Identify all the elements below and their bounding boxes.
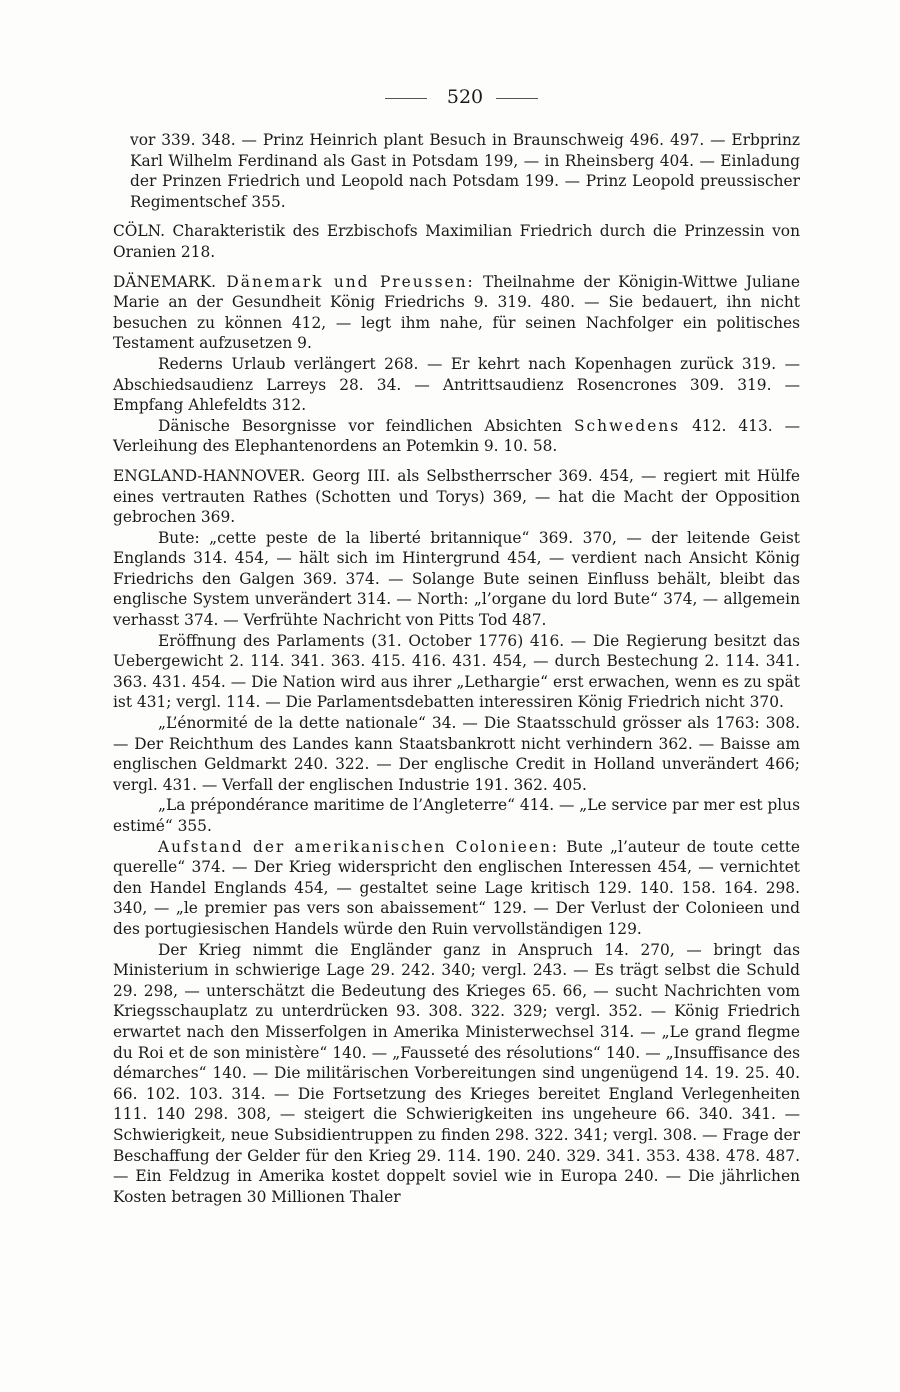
spaced-term: Schwedens (574, 416, 681, 435)
paragraph (113, 416, 800, 457)
paragraph-text: Theilnahme der Königin-Wittwe Juliane Marie an der Gesundheit König Friedrichs 9. 319. 480. — Sie bedauert, ihn nicht besuchen zu können 412, — legt ihm nahe, für seinen Nachfolger ein politisches Testament aufzusetzen 9. (113, 272, 800, 353)
paragraph-text: Georg III. als Selbstherrscher 369. 454, — regiert mit Hülfe eines vertrauten Rathes (Schotten und Torys) 369, — hat die Macht der Opposition gebrochen 369. (113, 466, 800, 527)
paragraph-text: Bute: „cette peste de la liberté britannique“ 369. 370, — der leitende Geist Englands 314. 454, — hält sich im Hintergrund 454, — verdient nach Ansicht König Friedrichs den Galgen 369. 374. — Solange Bute seinen Einfluss behält, bleibt das englische System unverändert 314. — North: „l’organe du lord Bute“ 374, — allgemein verhasst 374. — Verfrühte Nachricht von Pitts Tod 487. (113, 528, 800, 630)
entry-england-hannover (113, 466, 800, 528)
entry-heading: ENGLAND-HANNOVER. (113, 466, 306, 485)
paragraph-text: Eröffnung des Parlaments (31. October 1776) 416. — Die Regierung besitzt das Uebergewicht 2. 114. 341. 363. 415. 416. 431. 454, — durch Bestechung 2. 114. 341. 363. 431. 454. — Die Nation wird aus ihrer „Lethargie“ erst erwachen, wenn es zu spät ist 431; vergl. 114. — Die Parlamentsdebatten interessiren König Friedrich nicht 370. (113, 631, 800, 712)
paragraph (113, 795, 800, 836)
entry-heading: CÖLN. (113, 222, 165, 241)
entry-daenemark (113, 272, 800, 354)
paragraph (113, 713, 800, 795)
paragraph-text: Charakteristik des Erzbischofs Maximilian Friedrich durch die Prinzessin von Oranien 218. (113, 222, 800, 261)
paragraph (113, 631, 800, 713)
index-text (113, 130, 800, 1207)
entry-continuation (113, 130, 800, 212)
header-rule-right (496, 98, 538, 99)
paragraph-text: Rederns Urlaub verlängert 268. — Er kehrt nach Kopenhagen zurück 319. — Abschiedsaudienz Larreys 28. 34. — Antrittsaudienz Rosencrones 309. 319. — Empfang Ahlefeldts 312. (113, 354, 800, 415)
entry-coeln (113, 221, 800, 262)
paragraph-text: „La prépondérance maritime de l’Angleterre“ 414. — „Le service par mer est plus estimé“ 355. (113, 796, 800, 835)
paragraph-text: 412. 413. — Verleihung des Elephantenordens an Potemkin 9. 10. 58. (113, 416, 800, 456)
paragraph (113, 837, 800, 940)
subheading: Aufstand der amerikanischen Colonieen: (158, 837, 560, 856)
paragraph (113, 354, 800, 416)
paragraph-text: Bute „l’auteur de toute cette querelle“ 374. — Der Krieg widerspricht den englischen Interessen 454, — vernichtet den Handel Englands 454, — gestaltet seine Lage kritisch 129. 140. 158. 164. 298. 340, — „le premier pas vers son abaissement“ 129. — Der Verlust der Colonieen und des portugiesischen Handels würde den Ruin vervollständigen 129. (113, 837, 800, 938)
paragraph-text: Der Krieg nimmt die Engländer ganz in Anspruch 14. 270, — bringt das Ministerium in schwierige Lage 29. 242. 340; vergl. 243. — Es trägt selbst die Schuld 29. 298, — unterschätzt die Bedeutung des Krieges 65. 66, — sucht Nachrichten vom Kriegsschauplatz zu unterdrücken 93. 308. 322. 329; vergl. 352. — König Friedrich erwartet nach den Misserfolgen in Amerika Ministerwechsel 314. — „Le grand flegme du Roi et de son ministère“ 140. — „Fausseté des résolutions“ 140. — „Insuffisance des démarches“ 140. — Die militärischen Vorbereitungen sind ungenügend 14. 19. 25. 40. 66. 102. 103. 314. — Die Fortsetzung des Krieges bereitet England Verlegenheiten 111. 140 298. 308, — steigert die Schwierigkeiten ins ungeheure 66. 340. 341. — Schwierigkeit, neue Subsidientruppen zu finden 298. 322. 341; vergl. 308. — Frage der Beschaffung der Gelder für den Krieg 29. 114. 190. 240. 329. 341. 353. 438. 478. 487. — Ein Feldzug in Amerika kostet doppelt soviel wie in Europa 240. — Die jährlichen Kosten betragen 30 Millionen Thaler (113, 940, 800, 1206)
header-rule-left (385, 98, 427, 99)
page-header (0, 86, 900, 112)
subheading: Dänemark und Preussen: (216, 272, 475, 291)
page-number: 520 (446, 86, 484, 108)
paragraph-text: Dänische Besorgnisse vor feindlichen Absichten (158, 416, 575, 435)
paragraph (113, 528, 800, 631)
paragraph (113, 940, 800, 1208)
entry-heading: DÄNEMARK. (113, 272, 217, 291)
paragraph-text: vor 339. 348. — Prinz Heinrich plant Besuch in Braunschweig 496. 497. — Erbprinz Karl Wilhelm Ferdinand als Gast in Potsdam 199, — in Rheinsberg 404. — Einladung der Prinzen Friedrich und Leopold nach Potsdam 199. — Prinz Leopold preussischer Regimentschef 355. (130, 131, 800, 211)
paragraph-text: „L’énormité de la dette nationale“ 34. — Die Staatsschuld grösser als 1763: 308. — Der Reichthum des Landes kann Staatsbankrott nicht verhindern 362. — Baisse am englischen Geldmarkt 240. 322. — Der englische Credit in Holland unverändert 466; vergl. 431. — Verfall der englischen Industrie 191. 362. 405. (113, 714, 800, 794)
